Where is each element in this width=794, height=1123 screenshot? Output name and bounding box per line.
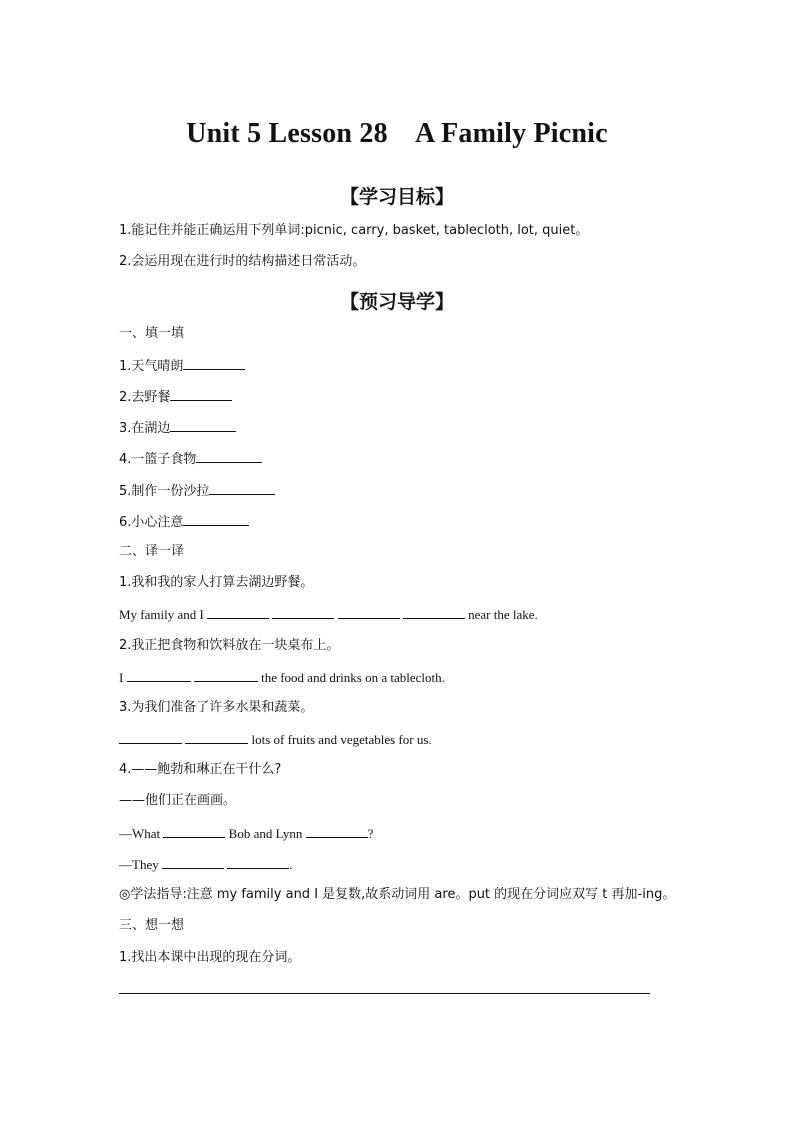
sentence-end: ?	[367, 826, 374, 841]
answer-blank[interactable]	[227, 856, 289, 869]
answer-blank[interactable]	[306, 825, 368, 838]
fill-item-label: 2.去野餐	[119, 390, 171, 405]
answer-blank[interactable]	[209, 482, 275, 495]
answer-blank[interactable]	[207, 606, 269, 619]
preview-heading: 【预习导学】	[339, 291, 454, 313]
answer-blank[interactable]	[163, 825, 225, 838]
sentence-end: the food and drinks on a tablecloth.	[261, 670, 445, 685]
answer-line[interactable]	[119, 993, 650, 994]
page-title: Unit 5 Lesson 28 A Family Picnic	[186, 118, 608, 149]
answer-blank[interactable]	[127, 669, 191, 682]
objective-item-2: 2.会运用现在进行时的结构描述日常活动。	[119, 254, 366, 269]
think-q1: 1.找出本课中出现的现在分词。	[119, 950, 301, 965]
part3-heading: 三、想一想	[119, 918, 185, 933]
sentence-start: —What	[119, 826, 161, 841]
objectives-heading: 【学习目标】	[339, 186, 454, 208]
translate-q3-english	[119, 731, 432, 748]
answer-blank[interactable]	[183, 513, 249, 526]
answer-blank[interactable]	[338, 606, 400, 619]
fill-item-6	[119, 513, 249, 531]
fill-item-5	[119, 482, 275, 500]
sentence-start: I	[119, 670, 124, 685]
answer-blank[interactable]	[119, 731, 182, 744]
answer-blank[interactable]	[162, 856, 224, 869]
fill-item-1	[119, 357, 245, 375]
objective-item-1: 1.能记住并能正确运用下列单词:picnic, carry, basket, tablecloth, lot, quiet。	[119, 223, 589, 238]
translate-q2-chinese: 2.我正把食物和饮料放在一块桌布上。	[119, 638, 340, 653]
translate-q4-english-question	[119, 825, 373, 842]
fill-item-label: 6.小心注意	[119, 515, 184, 530]
translate-q1-chinese: 1.我和我的家人打算去湖边野餐。	[119, 575, 314, 590]
sentence-end: .	[289, 857, 293, 872]
translate-q4-english-answer	[119, 856, 292, 873]
sentence-end: near the lake.	[468, 607, 538, 622]
part1-heading: 一、填一填	[119, 326, 185, 341]
translate-q3-chinese: 3.为我们准备了许多水果和蔬菜。	[119, 700, 314, 715]
fill-item-2	[119, 388, 232, 406]
translate-q1-english	[119, 606, 538, 623]
answer-blank[interactable]	[170, 419, 236, 432]
answer-blank[interactable]	[403, 606, 465, 619]
sentence-start: —They	[119, 857, 159, 872]
part2-heading: 二、译一译	[119, 544, 185, 559]
answer-blank[interactable]	[170, 388, 232, 401]
study-tip: ◎学法指导:注意 my family and I 是复数,故系动词用 are。put 的现在分词应双写 t 再加-ing。	[119, 887, 676, 902]
sentence-end: lots of fruits and vegetables for us.	[251, 732, 432, 747]
fill-item-label: 1.天气晴朗	[119, 359, 184, 374]
fill-item-label: 3.在湖边	[119, 421, 171, 436]
answer-blank[interactable]	[183, 357, 245, 370]
translate-q2-english	[119, 669, 445, 686]
fill-item-3	[119, 419, 236, 437]
sentence-middle: Bob and Lynn	[228, 826, 303, 841]
fill-item-label: 4.一篮子食物	[119, 452, 197, 467]
translate-q4-chinese-question: 4.——鲍勃和琳正在干什么?	[119, 762, 282, 777]
translate-q4-chinese-answer: ——他们正在画画。	[119, 793, 237, 808]
answer-blank[interactable]	[196, 450, 262, 463]
fill-item-4	[119, 450, 262, 468]
sentence-start: My family and I	[119, 607, 204, 622]
answer-blank[interactable]	[194, 669, 258, 682]
answer-blank[interactable]	[272, 606, 334, 619]
fill-item-label: 5.制作一份沙拉	[119, 484, 210, 499]
answer-blank[interactable]	[185, 731, 248, 744]
